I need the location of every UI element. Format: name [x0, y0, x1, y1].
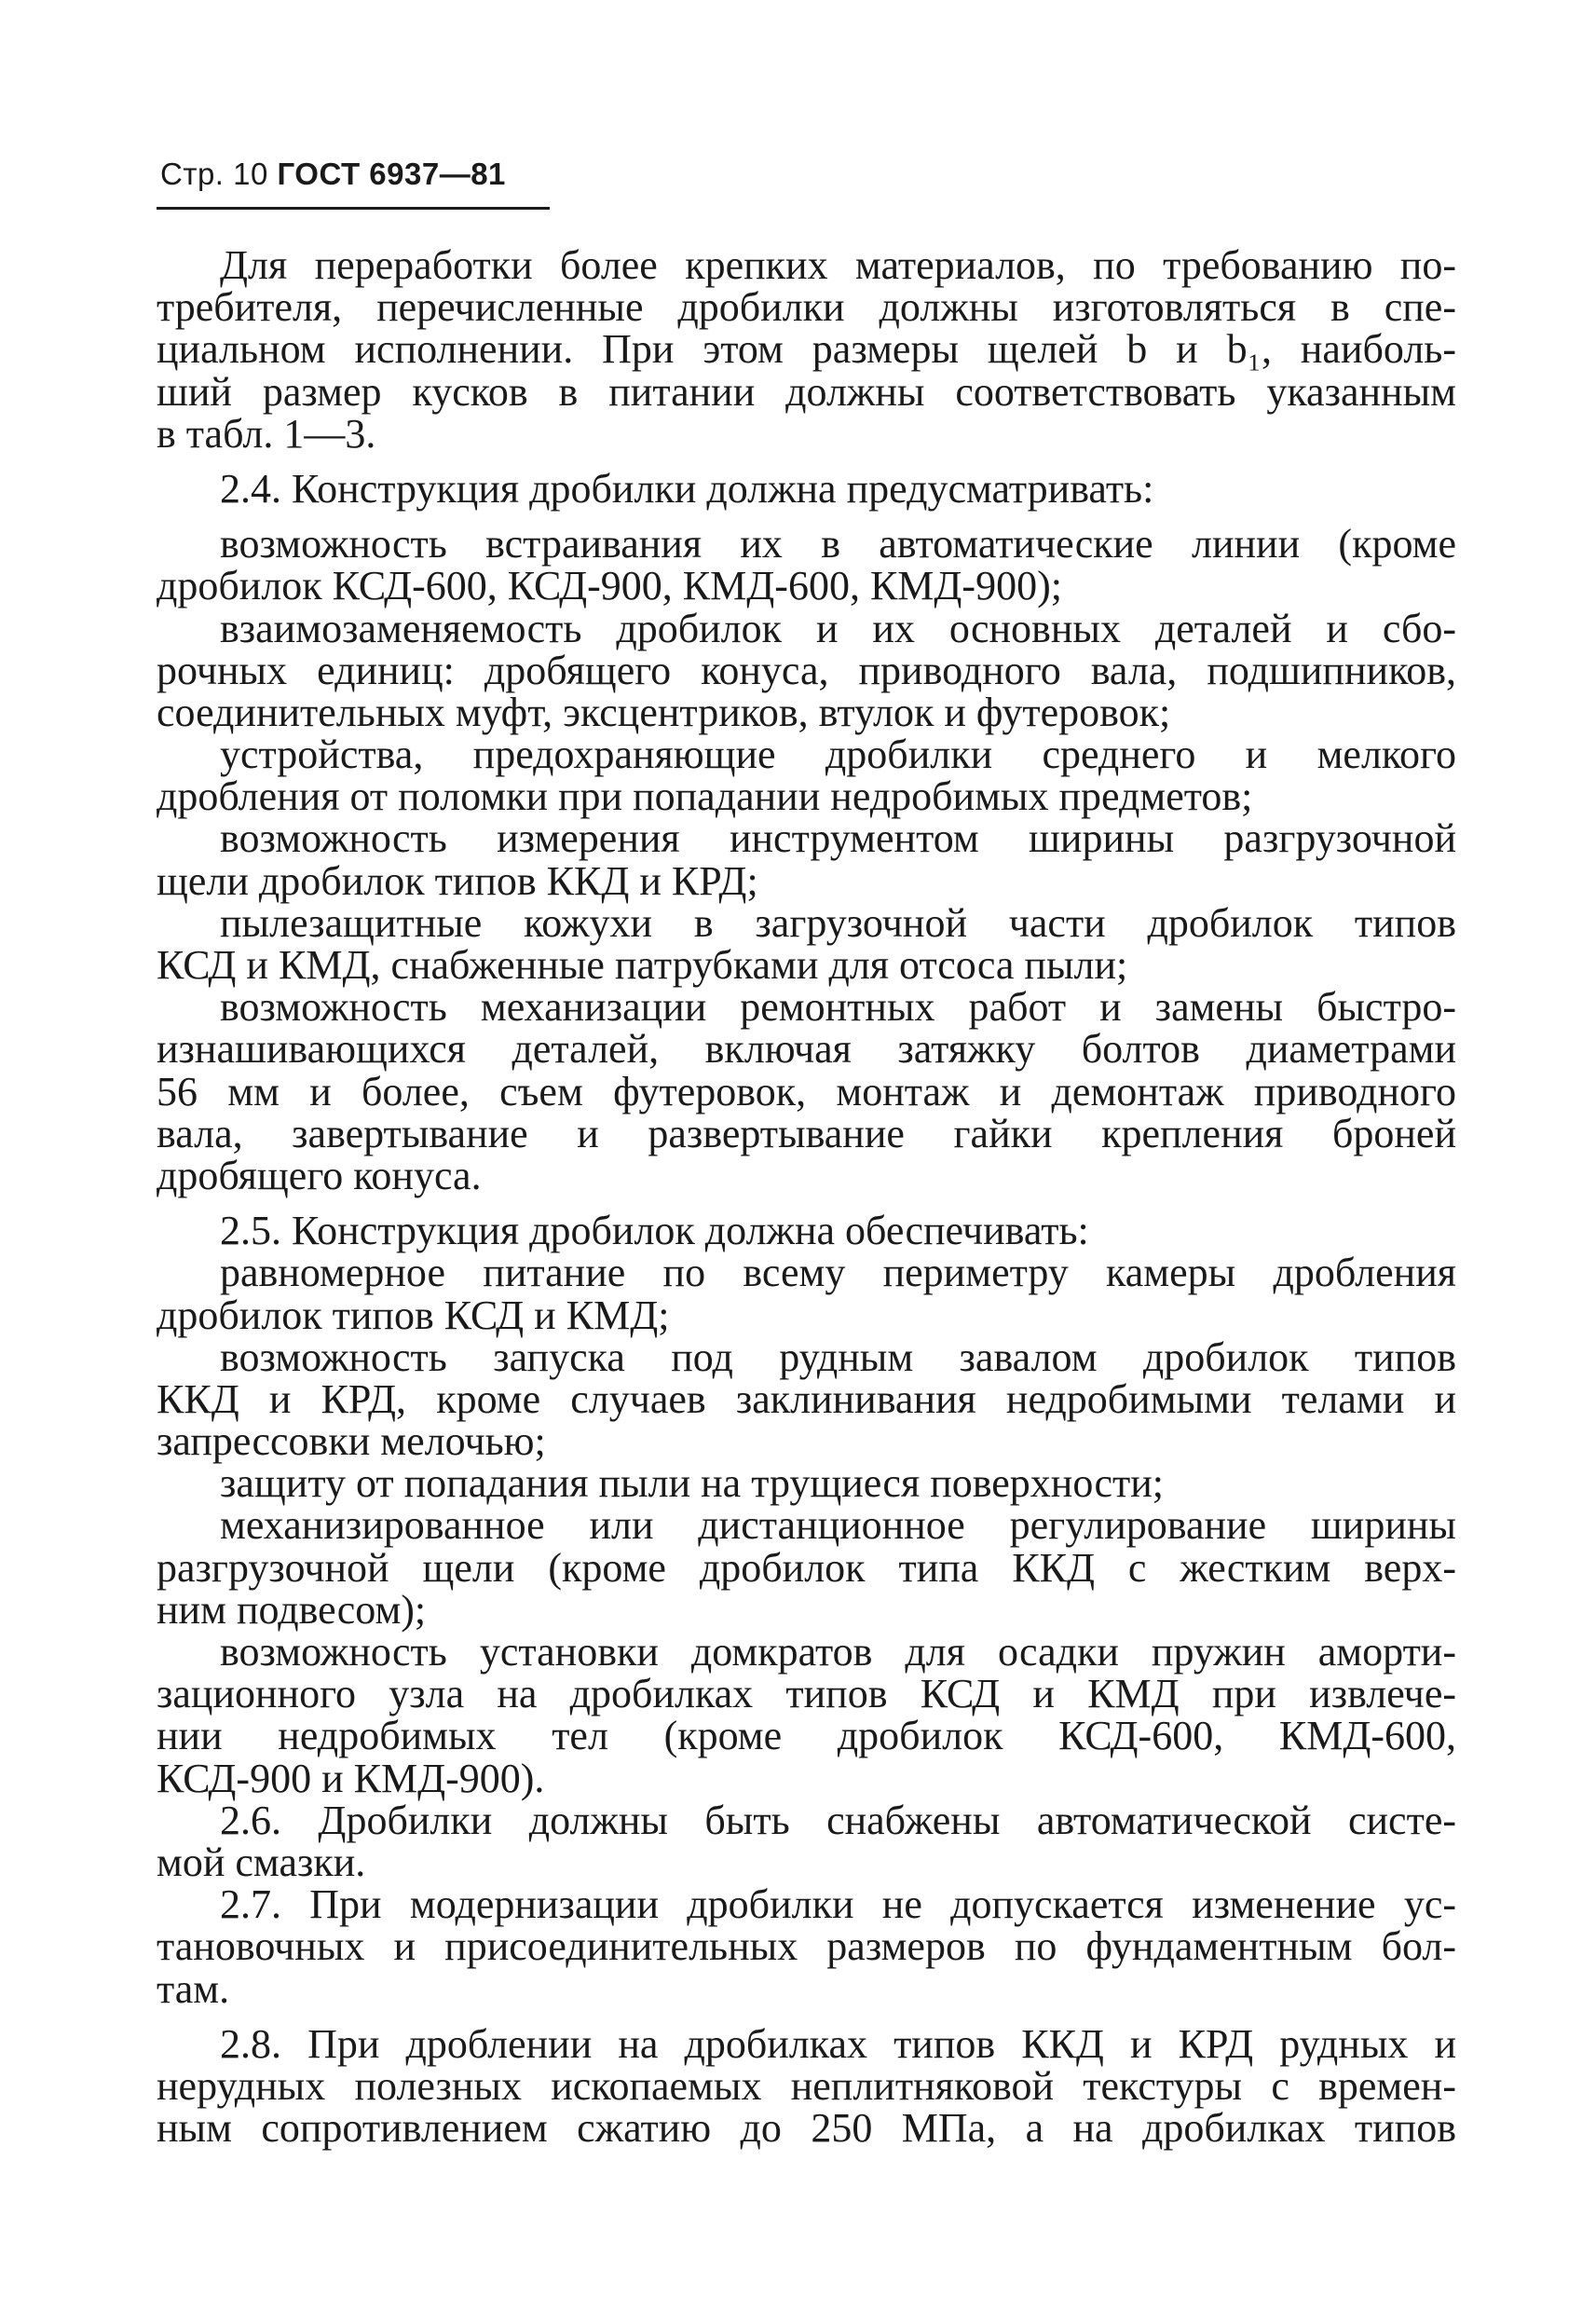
text-line: дробления от поломки при попадании недробимых предметов; — [157, 773, 1253, 820]
header-rule — [157, 207, 550, 210]
text-line: взаимозаменяемость дробилок и их основных деталей и сбо- — [220, 605, 1456, 651]
standard-number: ГОСТ 6937—81 — [277, 157, 506, 191]
text-line: ший размер кусков в питании должны соответствовать указанным — [157, 368, 1456, 415]
text-line: дробилок КСД-600, КСД-900, КМД-600, КМД-900); — [157, 563, 1062, 609]
text-line: возможность встраивания их в автоматические линии (кроме — [220, 521, 1456, 567]
text-line: возможность установки домкратов для осадки пружин аморти- — [220, 1629, 1456, 1675]
text-line: ККД и КРД, кроме случаев заклинивания недробимыми телами и — [157, 1375, 1456, 1422]
text-line: мой смазки. — [157, 1839, 366, 1885]
text-line: механизированное или дистанционное регулирование ширины — [220, 1502, 1456, 1549]
text-line: Для переработки более крепких материалов, по требованию по- — [220, 242, 1456, 288]
text-line: КСД-900 и КМД-900). — [157, 1755, 545, 1801]
page-number: Стр. 10 — [160, 157, 268, 191]
text-line: КСД и КМД, снабженные патрубками для отсоса пыли; — [157, 942, 1128, 988]
text-line: рочных единиц: дробящего конуса, приводного вала, подшипников, — [157, 647, 1456, 693]
text-line: равномерное питание по всему периметру камеры дробления — [220, 1250, 1456, 1296]
section-heading: 2.6. Дробилки должны быть снабжены автоматической систе- — [220, 1797, 1456, 1843]
section-heading: 2.5. Конструкция дробилок должна обеспечивать: — [220, 1208, 1089, 1254]
text-line: возможность запуска под рудным завалом дробилок типов — [220, 1333, 1456, 1380]
text-line: нии недробимых тел (кроме дробилок КСД-600, КМД-600, — [157, 1713, 1456, 1759]
text-line: соединительных муфт, эксцентриков, втулок и футеровок; — [157, 689, 1171, 735]
text-line: защиту от попадания пыли на трущиеся поверхности; — [220, 1460, 1164, 1507]
text-line: разгрузочной щели (кроме дробилок типа ККД с жестким верх- — [157, 1544, 1456, 1591]
text-line: ным сопротивлением сжатию до 250 МПа, а на дробилках типов — [157, 2105, 1456, 2152]
text-line: 56 мм и более, съем футеровок, монтаж и демонтаж приводного — [157, 1068, 1456, 1114]
text-line: дробящего конуса. — [157, 1152, 482, 1198]
section-heading: 2.8. При дроблении на дробилках типов ККД и КРД рудных и — [220, 2020, 1456, 2067]
text-line: там. — [157, 1965, 230, 2012]
text-line: щели дробилок типов ККД и КРД; — [157, 857, 758, 904]
text-line: зационного узла на дробилках типов КСД и КМД при извлече- — [157, 1671, 1456, 1717]
text-line: запрессовки мелочью; — [157, 1418, 546, 1465]
text-line: возможность механизации ремонтных работ и замены быстро- — [220, 984, 1456, 1031]
text-line: тановочных и присоединительных размеров по фундаментным бол- — [157, 1923, 1456, 1970]
text-line: изнашивающихся деталей, включая затяжку болтов диаметрами — [157, 1026, 1456, 1073]
section-heading: 2.7. При модернизации дробилки не допускается изменение ус- — [220, 1881, 1456, 1928]
text-line: возможность измерения инструментом ширины разгрузочной — [220, 815, 1456, 862]
text-line: дробилок типов КСД и КМД; — [157, 1292, 670, 1338]
section-heading: 2.4. Конструкция дробилки должна предусматривать: — [220, 465, 1154, 512]
text-line: устройства, предохраняющие дробилки среднего и мелкого — [220, 732, 1456, 778]
page-header — [160, 157, 506, 192]
text-line: требителя, перечисленные дробилки должны изготовляться в спе- — [157, 284, 1456, 331]
text-line: пылезащитные кожухи в загрузочной части дробилок типов — [220, 899, 1456, 946]
text-line: нерудных полезных ископаемых неплитняковой текстуры с времен- — [157, 2062, 1456, 2109]
text-line: ним подвесом); — [157, 1586, 427, 1633]
text-line: вала, завертывание и развертывание гайки крепления броней — [157, 1110, 1456, 1156]
body-text — [157, 242, 1456, 2152]
text-line: в табл. 1—3. — [157, 410, 376, 457]
text-line: циальном исполнении. При этом размеры щелей b и b₁, наиболь- — [157, 326, 1456, 373]
